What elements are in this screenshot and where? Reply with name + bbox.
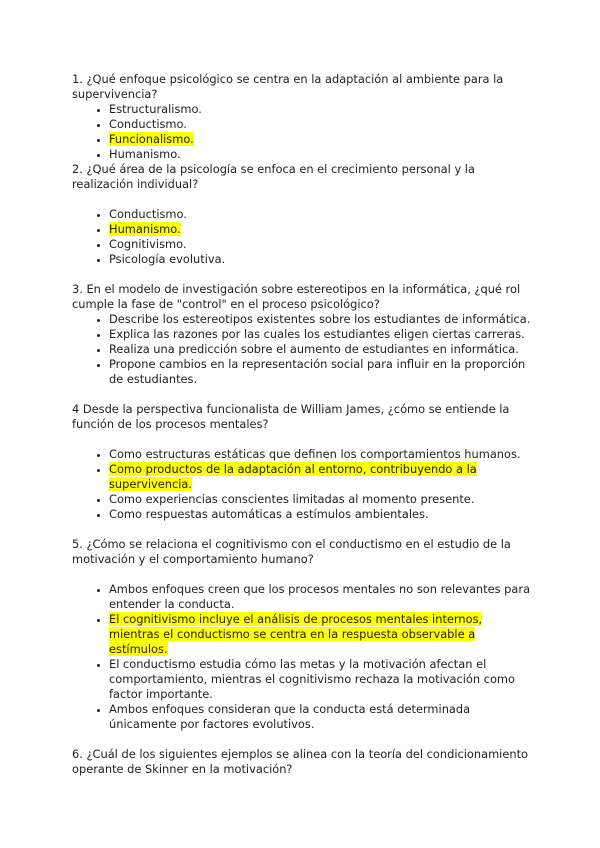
spacer: [72, 732, 532, 747]
question-3: 3. En el modelo de investigación sobre estereotipos en la informática, ¿qué rol cumple la fase de "control" en el proceso psicológico?: [72, 282, 521, 311]
question-3-option-d: • Propone cambios en la representación social para influir en la proporción de estudiantes.: [109, 357, 532, 387]
question-5-option-b: [109, 612, 532, 657]
question-4-option-a: • Como estructuras estáticas que definen los comportamientos humanos.: [109, 447, 532, 462]
question-2-option-a: • Conductismo.: [109, 207, 532, 222]
question-3-options: [72, 312, 532, 387]
question-5-options: [72, 582, 532, 732]
question-5-option-a: • Ambos enfoques creen que los procesos mentales no son relevantes para entender la conducta.: [109, 582, 532, 612]
question-2-options: [72, 207, 532, 267]
spacer: [72, 387, 532, 402]
question-2-option-c: • Cognitivismo.: [109, 237, 532, 252]
question-3-option-a: • Describe los estereotipos existentes sobre los estudiantes de informática.: [109, 312, 532, 327]
document-page: [72, 72, 532, 777]
spacer: [72, 432, 532, 447]
question-6: 6. ¿Cuál de los siguientes ejemplos se alinea con la teoría del condicionamiento operante de Skinner en la motivación?: [72, 747, 529, 776]
question-1: 1. ¿Qué enfoque psicológico se centra en la adaptación al ambiente para la supervivencia?: [72, 72, 504, 101]
highlighted-answer: El cognitivismo incluye el análisis de procesos mentales internos, mientras el conductismo se centra en la respuesta observable a estímulos.: [109, 612, 483, 656]
question-1-option-b: • Conductismo.: [109, 117, 532, 132]
question-1-options: [72, 102, 532, 162]
question-3-option-b: • Explica las razones por las cuales los estudiantes eligen ciertas carreras.: [109, 327, 532, 342]
highlighted-answer: Funcionalismo.: [109, 132, 194, 146]
question-4: 4 Desde la perspectiva funcionalista de William James, ¿cómo se entiende la función de los procesos mentales?: [72, 402, 510, 431]
spacer: [72, 522, 532, 537]
question-5: 5. ¿Cómo se relaciona el cognitivismo con el conductismo en el estudio de la motivación y el comportamiento humano?: [72, 537, 511, 566]
question-2: 2. ¿Qué área de la psicología se enfoca en el crecimiento personal y la realización individual?: [72, 162, 475, 191]
question-5-option-d: • Ambos enfoques consideran que la conducta está determinada únicamente por factores evolutivos.: [109, 702, 532, 732]
question-4-option-b: [109, 462, 532, 492]
highlighted-answer: Humanismo.: [109, 222, 181, 236]
question-1-option-a: • Estructuralismo.: [109, 102, 532, 117]
question-2-option-d: • Psicología evolutiva.: [109, 252, 532, 267]
question-1-option-d: • Humanismo.: [109, 147, 532, 162]
highlighted-answer: Como productos de la adaptación al entorno, contribuyendo a la supervivencia.: [109, 462, 477, 491]
question-5-option-c: • El conductismo estudia cómo las metas y la motivación afectan el comportamiento, mientras el cognitivismo rechaza la motivación como factor importante.: [109, 657, 532, 702]
question-4-options: [72, 447, 532, 522]
question-4-option-c: • Como experiencias conscientes limitadas al momento presente.: [109, 492, 532, 507]
spacer: [72, 567, 532, 582]
question-3-option-c: • Realiza una predicción sobre el aumento de estudiantes en informática.: [109, 342, 532, 357]
question-1-option-c: [109, 132, 532, 147]
question-2-option-b: [109, 222, 532, 237]
spacer: [72, 192, 532, 207]
question-4-option-d: • Como respuestas automáticas a estímulos ambientales.: [109, 507, 532, 522]
spacer: [72, 267, 532, 282]
